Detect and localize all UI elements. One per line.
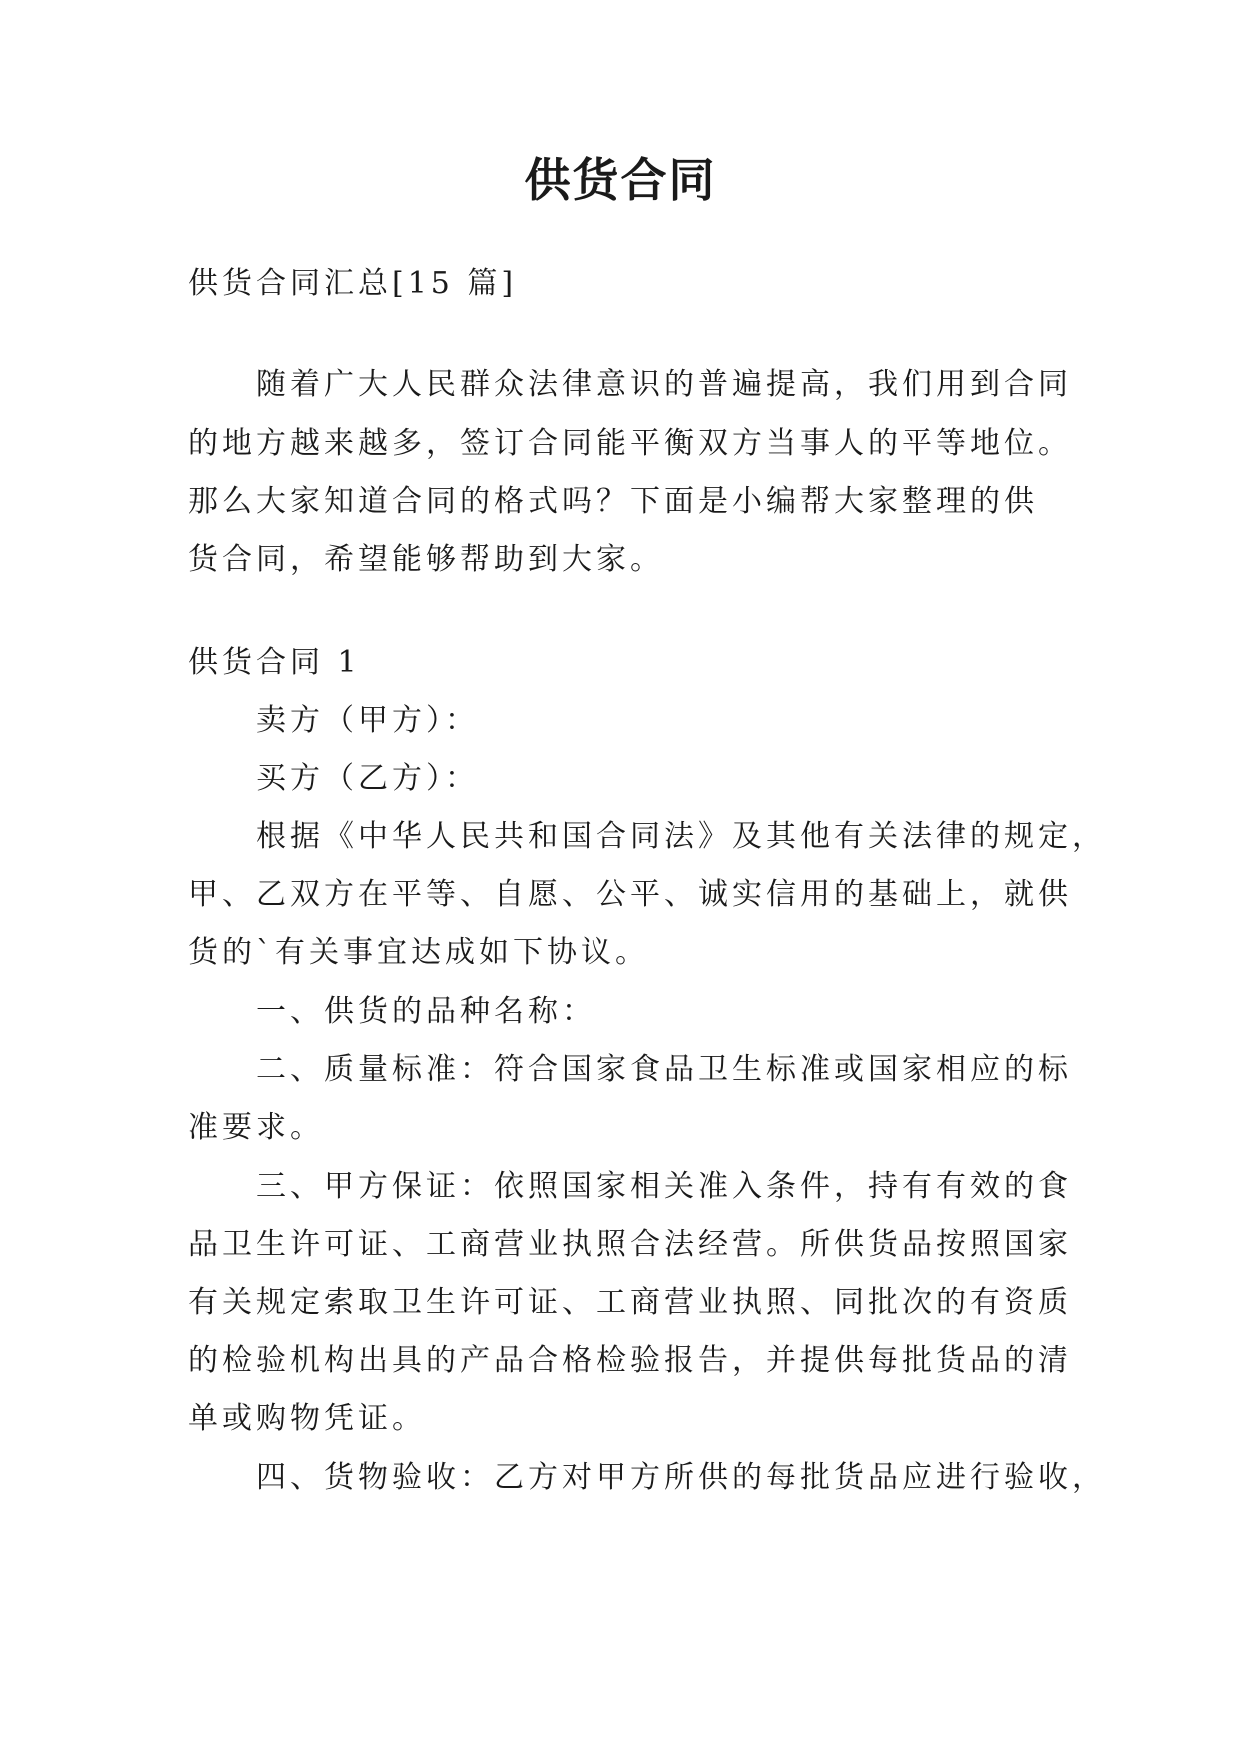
document-title: 供货合同 [524, 153, 717, 207]
seller-label: 卖方（甲方）： [256, 703, 479, 738]
clause-3-line-4: 的检验机构出具的产品合格检验报告，并提供每批货品的清 [188, 1343, 1072, 1378]
clause-3-line-1: 三、甲方保证：依照国家相关准入条件，持有有效的食 [256, 1169, 1072, 1204]
clause-3-line-5: 单或购物凭证。 [188, 1401, 426, 1436]
clause-3-line-3: 有关规定索取卫生许可证、工商营业执照、同批次的有资质 [188, 1285, 1072, 1320]
section-heading: 供货合同 1 [188, 645, 361, 680]
preamble-line-3: 货的`有关事宜达成如下协议。 [188, 935, 649, 970]
preamble-line-2: 甲、乙双方在平等、自愿、公平、诚实信用的基础上，就供 [188, 877, 1072, 912]
intro-line-1: 随着广大人民群众法律意识的普遍提高，我们用到合同 [256, 367, 1072, 402]
clause-2-line-1: 二、质量标准：符合国家食品卫生标准或国家相应的标 [256, 1052, 1072, 1087]
intro-line-3: 那么大家知道合同的格式吗？下面是小编帮大家整理的供 [188, 484, 1038, 519]
clause-2-line-2: 准要求。 [188, 1110, 324, 1145]
clause-4-line-1: 四、货物验收：乙方对甲方所供的每批货品应进行验收， [256, 1460, 1106, 1495]
clause-3-line-2: 品卫生许可证、工商营业执照合法经营。所供货品按照国家 [188, 1227, 1072, 1262]
preamble-line-1: 根据《中华人民共和国合同法》及其他有关法律的规定， [256, 819, 1106, 854]
intro-line-4: 货合同，希望能够帮助到大家。 [188, 542, 664, 577]
intro-line-2: 的地方越来越多，签订合同能平衡双方当事人的平等地位。 [188, 426, 1072, 461]
buyer-label: 买方（乙方）： [256, 761, 479, 796]
document-subtitle: 供货合同汇总[15 篇] [188, 266, 518, 301]
clause-1: 一、供货的品种名称： [256, 994, 596, 1029]
